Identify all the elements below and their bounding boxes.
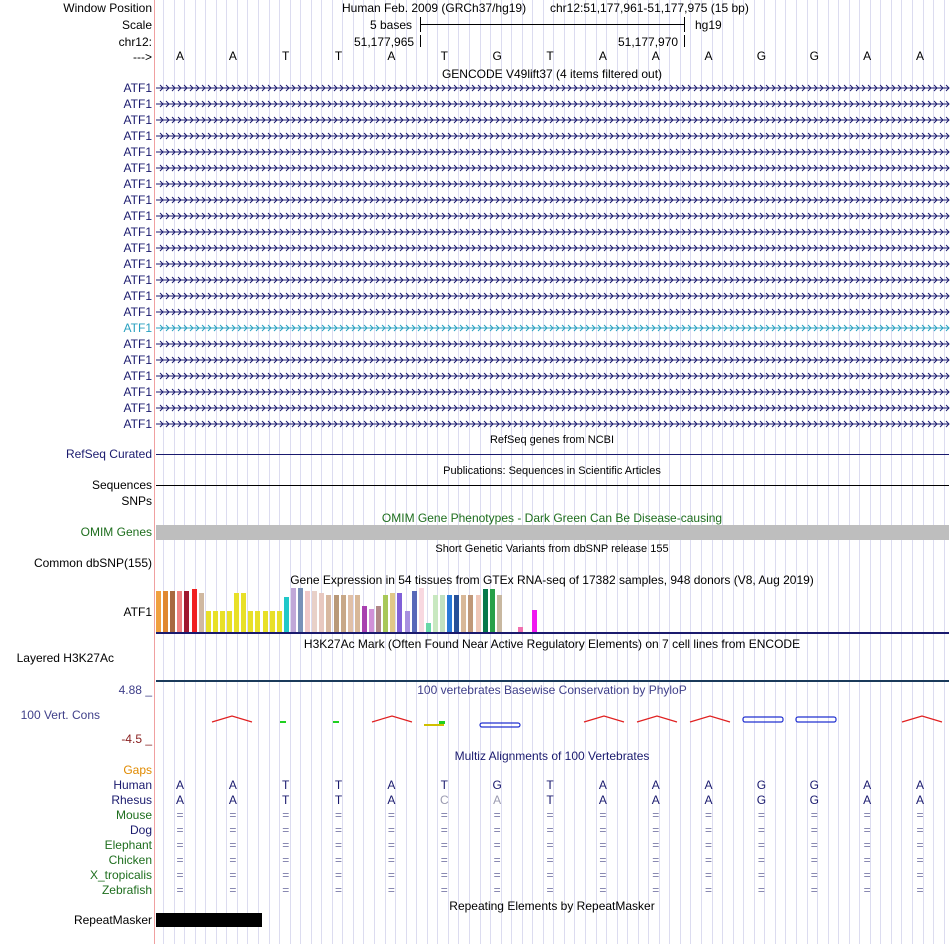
gtex-tissue-bar[interactable]	[355, 595, 360, 632]
alignment-base: =	[757, 853, 765, 867]
coord-left-tick	[420, 35, 421, 47]
alignment-base: =	[546, 868, 554, 882]
gencode-transcript-line[interactable]	[156, 322, 950, 334]
phylop-mark	[902, 716, 942, 722]
species-label[interactable]: X_tropicalis	[89, 868, 152, 882]
phylop-mark	[480, 723, 520, 727]
base-letter: A	[651, 49, 660, 63]
gtex-tissue-bar[interactable]	[192, 589, 197, 632]
window-position-label: Window Position	[63, 1, 152, 15]
alignment-base: G	[809, 793, 819, 807]
gencode-transcript-line[interactable]	[156, 178, 950, 190]
gencode-transcript-label[interactable]: ATF1	[123, 113, 152, 127]
gtex-tissue-bar[interactable]	[241, 593, 246, 632]
alignment-base: =	[705, 883, 713, 897]
gencode-transcript-label[interactable]: ATF1	[123, 193, 152, 207]
phylop-mark	[743, 717, 783, 722]
gtex-tissue-bar[interactable]	[312, 591, 317, 632]
alignment-base: =	[757, 868, 765, 882]
alignment-base: =	[229, 808, 237, 822]
gencode-transcript-label[interactable]: ATF1	[123, 145, 152, 159]
alignment-base: =	[546, 883, 554, 897]
alignment-base: =	[387, 808, 395, 822]
alignment-base: =	[599, 808, 607, 822]
refseq-gene-line[interactable]	[156, 454, 949, 455]
alignment-base: =	[916, 853, 924, 867]
base-letter: A	[863, 49, 872, 63]
gtex-tissue-bar[interactable]	[213, 611, 218, 632]
alignment-base: =	[335, 853, 343, 867]
phylop-mark	[424, 724, 444, 726]
species-label[interactable]: Dog	[129, 823, 152, 837]
alignment-base: T	[282, 778, 290, 792]
snps-track-label[interactable]: SNPs	[121, 494, 152, 508]
alignment-base: =	[757, 883, 765, 897]
base-letter: A	[387, 49, 396, 63]
alignment-base: G	[756, 793, 767, 807]
gtex-tissue-bar[interactable]	[476, 595, 481, 632]
species-label[interactable]: Elephant	[104, 838, 152, 852]
alignment-base: =	[176, 808, 184, 822]
alignment-base: =	[493, 868, 501, 882]
phylop-mark	[439, 721, 445, 724]
base-letter: T	[334, 49, 343, 63]
alignment-base: =	[599, 868, 607, 882]
alignment-base: =	[335, 883, 343, 897]
alignment-base: =	[705, 808, 713, 822]
alignment-base: A	[704, 778, 713, 792]
gencode-transcript-label[interactable]: ATF1	[123, 321, 152, 335]
alignment-base: =	[546, 853, 554, 867]
sequences-track-label[interactable]: Sequences	[91, 478, 152, 492]
phylop-track-title[interactable]: 100 vertebrates Basewise Conservation by PhyloP	[417, 683, 687, 697]
gencode-transcript-line[interactable]	[156, 338, 950, 350]
gtex-tissue-bar[interactable]	[326, 595, 331, 632]
gtex-tissue-bar[interactable]	[483, 589, 488, 632]
gencode-transcript-label[interactable]: ATF1	[123, 225, 152, 239]
gtex-tissue-bar[interactable]	[248, 611, 253, 632]
alignment-base: =	[176, 823, 184, 837]
alignment-base: G	[809, 778, 819, 792]
repeatmasker-track-label[interactable]: RepeatMasker	[73, 913, 152, 927]
alignment-base: A	[651, 793, 660, 807]
gtex-tissue-bar[interactable]	[532, 610, 537, 632]
phylop-mark	[637, 716, 677, 722]
alignment-base: =	[176, 868, 184, 882]
gtex-tissue-bar[interactable]	[305, 591, 310, 632]
alignment-base: =	[229, 823, 237, 837]
alignment-base: T	[546, 793, 554, 807]
alignment-base: T	[334, 793, 343, 807]
gencode-transcript-line[interactable]	[156, 194, 950, 206]
species-label[interactable]: Rhesus	[111, 793, 152, 807]
alignment-base: =	[652, 883, 660, 897]
alignment-base: =	[863, 883, 871, 897]
alignment-base: T	[546, 778, 554, 792]
gencode-transcript-label[interactable]: ATF1	[123, 257, 152, 271]
species-label[interactable]: Human	[113, 778, 152, 792]
gtex-tissue-bar[interactable]	[426, 623, 431, 632]
gencode-transcript-label[interactable]: ATF1	[123, 401, 152, 415]
phylop-mark	[212, 716, 252, 722]
alignment-base: =	[916, 883, 924, 897]
gtex-tissue-bar[interactable]	[156, 591, 161, 632]
alignment-base: =	[916, 868, 924, 882]
base-letter: T	[282, 49, 290, 63]
gencode-transcript-label[interactable]: ATF1	[123, 97, 152, 111]
refseq-track-title[interactable]: RefSeq genes from NCBI	[489, 434, 615, 446]
gtex-tissue-bar[interactable]	[341, 595, 346, 632]
gencode-transcript-line[interactable]	[156, 210, 950, 222]
gencode-transcript-label[interactable]: ATF1	[123, 305, 152, 319]
alignment-base: =	[810, 808, 818, 822]
alignment-base: T	[440, 778, 448, 792]
gtex-bar-chart[interactable]	[156, 588, 556, 632]
alignment-base: =	[705, 838, 713, 852]
alignment-base: =	[863, 853, 871, 867]
gencode-transcript-label[interactable]: ATF1	[123, 369, 152, 383]
alignment-base: =	[863, 808, 871, 822]
alignment-base: =	[229, 883, 237, 897]
alignment-base: =	[282, 823, 290, 837]
gencode-transcript-label[interactable]: ATF1	[123, 353, 152, 367]
alignment-base: =	[493, 853, 501, 867]
gtex-tissue-bar[interactable]	[383, 595, 388, 632]
alignment-base: =	[440, 853, 448, 867]
gencode-transcript-line[interactable]	[156, 114, 950, 126]
strand-arrow-label[interactable]: --->	[133, 50, 152, 64]
gtex-track-title[interactable]: Gene Expression in 54 tissues from GTEx RNA-seq of 17382 samples, 948 donors (V8, Aug 2019)	[290, 573, 814, 587]
alignment-base: A	[387, 778, 396, 792]
alignment-base: A	[915, 793, 924, 807]
gtex-tissue-bar[interactable]	[433, 595, 438, 632]
alignment-base: =	[229, 853, 237, 867]
alignment-base: =	[863, 823, 871, 837]
chrom-label: chr12:	[118, 35, 152, 49]
h3k27ac-track-title[interactable]: H3K27Ac Mark (Often Found Near Active Regulatory Elements) on 7 cell lines from ENCODE	[303, 637, 801, 651]
omim-gene-bar[interactable]	[156, 525, 949, 540]
phylop-mark	[690, 716, 730, 722]
gencode-transcript-label[interactable]: ATF1	[123, 385, 152, 399]
gtex-tissue-bar[interactable]	[270, 611, 275, 632]
alignment-base: =	[916, 838, 924, 852]
scale-bar-left-tick	[420, 17, 421, 32]
gencode-transcript-label[interactable]: ATF1	[123, 177, 152, 191]
alignment-base: =	[335, 868, 343, 882]
base-letter: G	[492, 49, 502, 63]
gencode-transcript-line[interactable]	[156, 418, 950, 430]
alignment-base: =	[546, 838, 554, 852]
alignment-base: =	[335, 808, 343, 822]
gencode-transcript-line[interactable]	[156, 402, 950, 414]
base-letter: T	[440, 49, 448, 63]
gencode-transcript-label[interactable]: ATF1	[123, 129, 152, 143]
alignment-base: =	[652, 853, 660, 867]
base-letter: A	[598, 49, 607, 63]
gencode-transcript-label[interactable]: ATF1	[123, 337, 152, 351]
gencode-transcript-label[interactable]: ATF1	[123, 273, 152, 287]
gtex-tissue-bar[interactable]	[468, 595, 473, 632]
gencode-transcript-line[interactable]	[156, 258, 950, 270]
gencode-transcript-line[interactable]	[156, 98, 950, 110]
publications-track-title[interactable]: Publications: Sequences in Scientific Articles	[443, 465, 661, 477]
gtex-tissue-bar[interactable]	[255, 611, 260, 632]
alignment-base: =	[863, 838, 871, 852]
base-letter: G	[756, 49, 767, 63]
gtex-tissue-bar[interactable]	[206, 611, 211, 632]
alignment-base: =	[387, 883, 395, 897]
alignment-base: =	[440, 823, 448, 837]
gtex-tissue-bar[interactable]	[454, 595, 459, 632]
alignment-base: G	[756, 778, 767, 792]
gencode-transcript-label[interactable]: ATF1	[123, 417, 152, 431]
alignment-base: A	[915, 778, 924, 792]
gtex-tissue-bar[interactable]	[376, 606, 381, 632]
gtex-tissue-bar[interactable]	[284, 597, 289, 632]
gtex-tissue-bar[interactable]	[497, 595, 502, 632]
gtex-tissue-bar[interactable]	[348, 595, 353, 632]
gencode-transcript-line[interactable]	[156, 386, 950, 398]
gencode-transcript-line[interactable]	[156, 290, 950, 302]
alignment-base: =	[652, 868, 660, 882]
gtex-tissue-bar[interactable]	[419, 588, 424, 632]
alignment-base: A	[228, 793, 237, 807]
multiz-track-title[interactable]: Multiz Alignments of 100 Vertebrates	[454, 749, 650, 763]
gtex-tissue-bar[interactable]	[291, 588, 296, 632]
alignment-base: =	[493, 883, 501, 897]
alignment-base: =	[652, 823, 660, 837]
alignment-base: =	[599, 853, 607, 867]
alignment-base: =	[863, 868, 871, 882]
dbsnp-track-title[interactable]: Short Genetic Variants from dbSNP release 155	[435, 543, 669, 555]
alignment-base: =	[387, 868, 395, 882]
gencode-transcript-line[interactable]	[156, 146, 950, 158]
gtex-tissue-bar[interactable]	[199, 593, 204, 632]
alignment-base: =	[757, 838, 765, 852]
gtex-track-label[interactable]: ATF1	[123, 605, 152, 619]
gtex-tissue-bar[interactable]	[277, 611, 282, 632]
alignment-base: A	[598, 778, 607, 792]
gencode-transcript-label[interactable]: ATF1	[123, 209, 152, 223]
alignment-base: A	[651, 778, 660, 792]
alignment-base: =	[282, 838, 290, 852]
alignment-base: =	[810, 883, 818, 897]
alignment-base: =	[282, 853, 290, 867]
alignment-base: A	[598, 793, 607, 807]
alignment-base: A	[863, 793, 872, 807]
alignment-base: =	[176, 883, 184, 897]
alignment-base: =	[440, 883, 448, 897]
alignment-base: =	[282, 808, 290, 822]
dbsnp-track-label[interactable]: Common dbSNP(155)	[33, 556, 152, 570]
alignment-base: A	[175, 793, 184, 807]
species-label[interactable]: Chicken	[108, 853, 152, 867]
alignment-base: =	[493, 808, 501, 822]
gencode-transcript-label[interactable]: ATF1	[123, 161, 152, 175]
gencode-transcript-line[interactable]	[156, 354, 950, 366]
gtex-tissue-bar[interactable]	[227, 611, 232, 632]
alignment-base: =	[810, 853, 818, 867]
gtex-tissue-bar[interactable]	[163, 591, 168, 632]
alignment-base: A	[493, 793, 502, 807]
gtex-tissue-bar[interactable]	[319, 593, 324, 632]
alignment-base: =	[387, 838, 395, 852]
alignment-base: =	[757, 823, 765, 837]
species-label[interactable]: Zebrafish	[101, 883, 152, 897]
species-label[interactable]: Mouse	[115, 808, 152, 822]
phylop-mark	[796, 717, 836, 722]
gtex-tissue-bar[interactable]	[298, 588, 303, 632]
alignment-base: =	[546, 823, 554, 837]
alignment-base: =	[387, 823, 395, 837]
alignment-base: =	[493, 823, 501, 837]
gencode-transcript-line[interactable]	[156, 226, 950, 238]
alignment-base: A	[175, 778, 184, 792]
alignment-base: =	[705, 868, 713, 882]
coord-left: 51,177,965	[354, 35, 415, 49]
alignment-base: =	[229, 838, 237, 852]
gencode-transcript-line[interactable]	[156, 370, 950, 382]
gtex-tissue-bar[interactable]	[440, 595, 445, 632]
gencode-transcript-label[interactable]: ATF1	[123, 81, 152, 95]
gencode-transcript-line[interactable]	[156, 82, 950, 94]
alignment-base: G	[492, 778, 502, 792]
gencode-transcript-line[interactable]	[156, 130, 950, 142]
gtex-tissue-bar[interactable]	[177, 591, 182, 632]
gtex-tissue-bar[interactable]	[390, 593, 395, 632]
h3k27ac-baseline	[156, 680, 949, 682]
gtex-tissue-bar[interactable]	[234, 593, 239, 632]
alignment-base: =	[229, 868, 237, 882]
alignment-base: =	[599, 883, 607, 897]
alignment-base: =	[176, 853, 184, 867]
h3k27ac-track-label[interactable]: Layered H3K27Ac	[16, 651, 114, 665]
alignment-base: =	[335, 838, 343, 852]
position-readout[interactable]: chr12:51,177,961-51,177,975 (15 bp)	[550, 1, 749, 15]
alignment-base: A	[387, 793, 396, 807]
alignment-base: =	[440, 868, 448, 882]
gtex-tissue-bar[interactable]	[369, 609, 374, 632]
omim-track-title[interactable]: OMIM Gene Phenotypes - Dark Green Can Be Disease-causing	[381, 511, 723, 525]
base-letter: A	[704, 49, 713, 63]
alignment-base: =	[387, 853, 395, 867]
gtex-tissue-bar[interactable]	[461, 595, 466, 632]
repeatmasker-track-title[interactable]: Repeating Elements by RepeatMasker	[449, 899, 655, 913]
gencode-transcript-line[interactable]	[156, 306, 950, 318]
alignment-base: =	[916, 823, 924, 837]
gtex-tissue-bar[interactable]	[490, 589, 495, 632]
alignment-base: =	[176, 838, 184, 852]
alignment-base: T	[334, 778, 343, 792]
alignment-base: =	[705, 853, 713, 867]
base-letter: A	[228, 49, 237, 63]
phylop-mark	[372, 716, 412, 722]
base-letter: A	[175, 49, 184, 63]
gencode-transcript-label[interactable]: ATF1	[123, 289, 152, 303]
alignment-base: =	[599, 838, 607, 852]
phylop-ymax: 4.88 _	[118, 683, 152, 697]
alignment-base: =	[652, 838, 660, 852]
alignment-base: =	[282, 868, 290, 882]
gtex-tissue-bar[interactable]	[334, 595, 339, 632]
alignment-base: =	[440, 838, 448, 852]
gtex-tissue-bar[interactable]	[412, 591, 417, 632]
scale-label: Scale	[121, 18, 152, 32]
phylop-mark	[584, 716, 624, 722]
base-letter: T	[546, 49, 554, 63]
phylop-track-label[interactable]: 100 Vert. Cons	[20, 708, 100, 722]
publications-line[interactable]	[156, 485, 949, 486]
gtex-tissue-bar[interactable]	[447, 595, 452, 632]
phylop-ymin: -4.5 _	[121, 732, 152, 746]
repeatmasker-element[interactable]	[156, 913, 262, 927]
refseq-track-label[interactable]: RefSeq Curated	[65, 447, 152, 461]
base-letter: A	[915, 49, 924, 63]
omim-track-label[interactable]: OMIM Genes	[80, 525, 152, 539]
gencode-track-title[interactable]: GENCODE V49lift37 (4 items filtered out)	[441, 67, 663, 81]
alignment-base: =	[810, 823, 818, 837]
gtex-baseline	[156, 632, 949, 634]
coord-right: 51,177,970	[618, 35, 679, 49]
gtex-tissue-bar[interactable]	[184, 591, 189, 632]
gtex-tissue-bar[interactable]	[220, 611, 225, 632]
alignment-base: T	[282, 793, 290, 807]
scale-bar	[420, 24, 685, 25]
alignment-base: =	[757, 808, 765, 822]
gtex-tissue-bar[interactable]	[263, 611, 268, 632]
gencode-transcript-line[interactable]	[156, 162, 950, 174]
gtex-tissue-bar[interactable]	[362, 606, 367, 632]
alignment-base: =	[705, 823, 713, 837]
alignment-base: =	[546, 808, 554, 822]
alignment-base: =	[282, 883, 290, 897]
gtex-tissue-bar[interactable]	[397, 593, 402, 632]
alignment-base: =	[810, 868, 818, 882]
side-label-divider	[154, 0, 155, 944]
multiz-gaps-label[interactable]: Gaps	[123, 763, 152, 777]
gencode-transcript-label[interactable]: ATF1	[123, 241, 152, 255]
phylop-mark	[333, 721, 339, 723]
alignment-base: =	[810, 838, 818, 852]
base-letter: G	[809, 49, 819, 63]
alignment-base: A	[863, 778, 872, 792]
alignment-base: A	[228, 778, 237, 792]
alignment-base: =	[916, 808, 924, 822]
alignment-base: =	[493, 838, 501, 852]
assembly-title[interactable]: Human Feb. 2009 (GRCh37/hg19)	[342, 1, 527, 15]
scale-text: 5 bases	[370, 18, 413, 32]
alignment-base: =	[652, 808, 660, 822]
alignment-base: =	[335, 823, 343, 837]
scale-bar-right-tick	[684, 17, 685, 32]
gencode-transcript-line[interactable]	[156, 242, 950, 254]
db-label: hg19	[695, 18, 722, 32]
alignment-base: C	[439, 793, 449, 807]
phylop-mark	[280, 721, 286, 723]
gtex-tissue-bar[interactable]	[170, 591, 175, 632]
gtex-tissue-bar[interactable]	[405, 611, 410, 632]
phylop-signal[interactable]	[156, 712, 950, 732]
gencode-transcript-line[interactable]	[156, 274, 950, 286]
alignment-base: =	[599, 823, 607, 837]
coord-right-tick	[684, 35, 685, 47]
alignment-base: A	[704, 793, 713, 807]
alignment-base: =	[440, 808, 448, 822]
